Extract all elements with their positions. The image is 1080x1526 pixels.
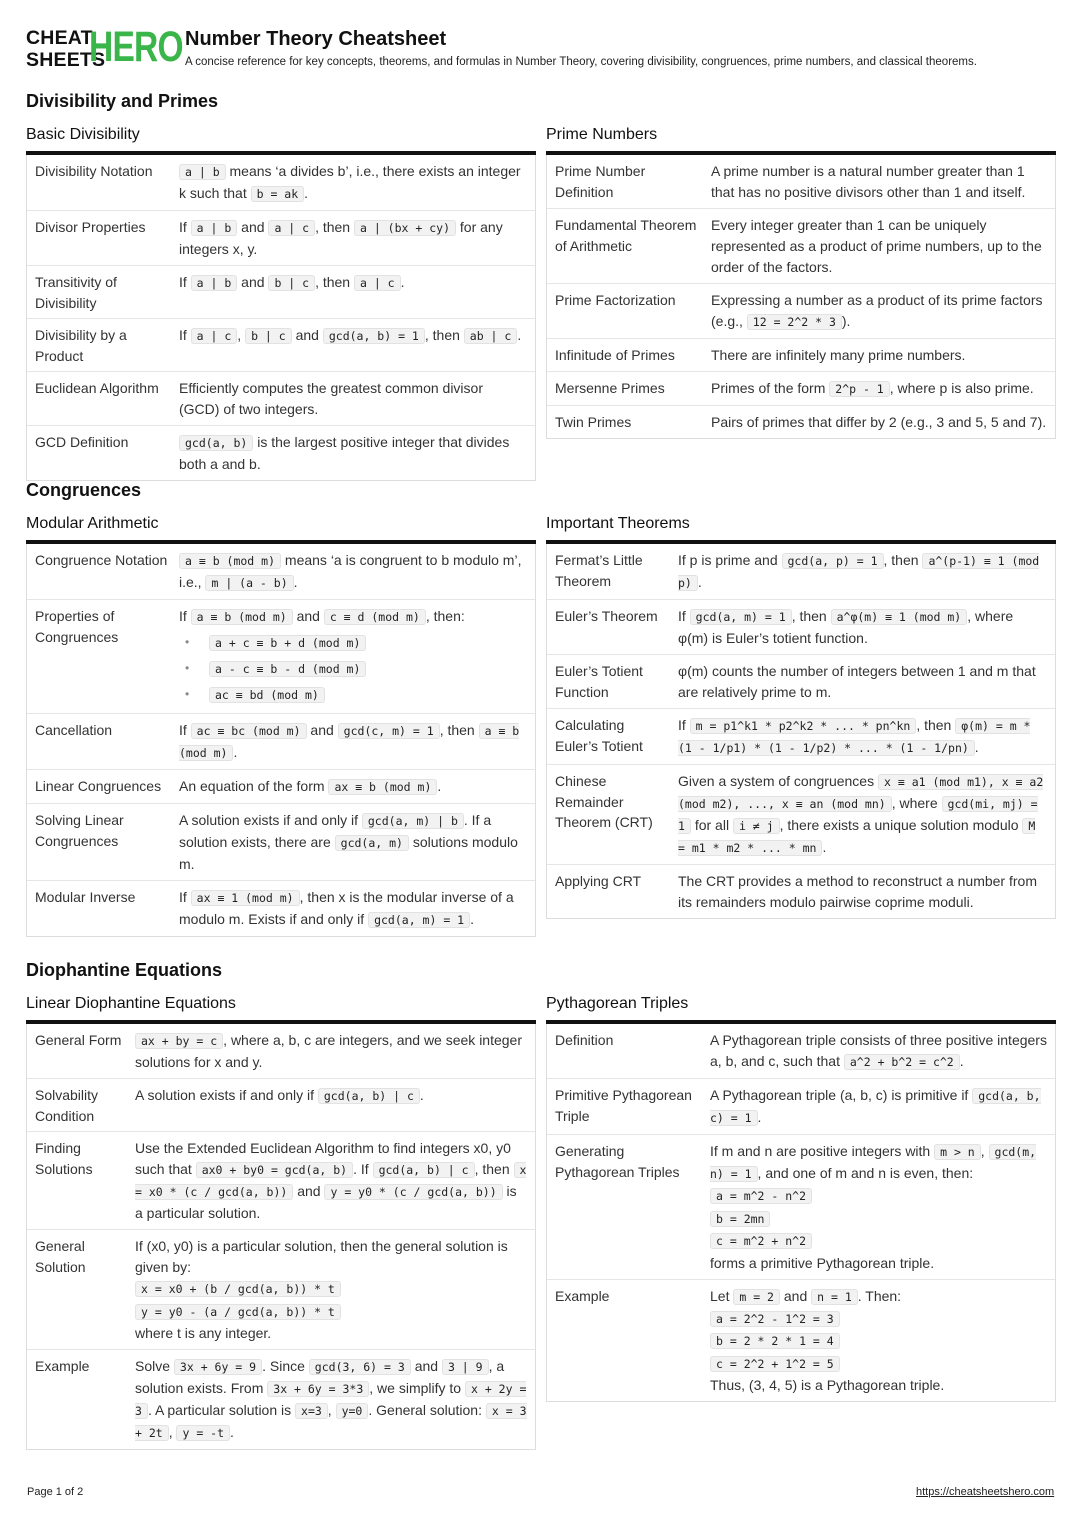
row-term: Chinese Remainder Theorem (CRT) (555, 773, 653, 830)
table-row (547, 600, 1055, 655)
table-row (547, 709, 1055, 765)
table-row (27, 544, 535, 600)
table-row (547, 372, 1055, 406)
row-desc: An equation of the form ax ≡ b (mod m) . (179, 778, 442, 794)
table-row (547, 155, 1055, 209)
row-term: Congruence Notation (35, 552, 168, 568)
row-desc: If ax ≡ 1 (mod m) , then x is the modular inverse of a modulo m. Exists if and only if gcd(a, m) = 1 . (179, 889, 514, 927)
table-row (27, 319, 535, 372)
row-desc: A solution exists if and only if gcd(a, b) | c . (135, 1087, 424, 1103)
row-desc: There are infinitely many prime numbers. (711, 347, 966, 363)
row-term: Solvability Condition (35, 1087, 99, 1124)
row-term: Linear Congruences (35, 778, 162, 794)
row-term: Properties of Congruences (35, 608, 119, 645)
row-desc: If m and n are positive integers with m > n , gcd(m, n) = 1 , and one of m and n is even, then: a = m^2 - n^2 b = 2mn c = m^2 + n^2 forms a primitive Pythagorean triple. (710, 1143, 1037, 1271)
row-term: GCD Definition (35, 434, 129, 450)
card-title: Prime Numbers (546, 126, 658, 143)
card-table (546, 155, 1056, 439)
row-term: Fermat’s Little Theorem (555, 552, 643, 589)
table-row (27, 266, 535, 319)
card-title: Linear Diophantine Equations (26, 995, 236, 1012)
page-header (26, 23, 1056, 72)
row-term: Euler’s Totient Function (555, 663, 643, 700)
row-desc: a | b means ‘a divides b’, i.e., there exists an integer k such that b = ak . (179, 163, 521, 201)
section-title-divisibility: Divisibility and Primes (26, 91, 219, 111)
row-term: Cancellation (35, 722, 113, 738)
row-desc: Efficiently computes the greatest common divisor (GCD) of two integers. (179, 380, 483, 417)
list-item: • ac ≡ bd (mod m) (179, 682, 527, 708)
row-term: Generating Pythagorean Triples (555, 1143, 680, 1180)
table-row (547, 209, 1055, 284)
card-basic-divisibility (26, 125, 536, 481)
row-term: Primitive Pythagorean Triple (555, 1087, 692, 1124)
table-row (547, 406, 1055, 438)
row-desc: gcd(a, b) is the largest positive integer that divides both a and b. (179, 434, 510, 472)
row-term: Euclidean Algorithm (35, 380, 159, 396)
row-desc: a ≡ b (mod m) means ‘a is congruent to b modulo m’, i.e., m | (a - b) . (179, 552, 522, 590)
card-table (26, 1024, 536, 1450)
card-title: Important Theorems (546, 515, 690, 532)
row-desc: If ac ≡ bc (mod m) and gcd(c, m) = 1 , then a ≡ b (mod m) . (179, 722, 520, 760)
card-title: Basic Divisibility (26, 126, 140, 143)
table-row (547, 339, 1055, 372)
row-desc: The CRT provides a method to reconstruct a number from its remainders modulo pairwise coprime moduli. (678, 873, 1037, 910)
site-link[interactable]: https://cheatsheetshero.com (916, 1486, 1055, 1498)
table-row (27, 1350, 535, 1449)
table-row (27, 1132, 535, 1230)
table-row (27, 881, 535, 936)
row-desc: ax + by = c , where a, b, c are integers, and we seek integer solutions for x and y. (135, 1032, 523, 1070)
card-title: Modular Arithmetic (26, 515, 159, 532)
table-row (547, 655, 1055, 709)
row-desc: A solution exists if and only if gcd(a, m) | b . If a solution exists, there are gcd(a, m) solutions modulo m. (179, 812, 518, 872)
card-linear-diophantine (26, 994, 536, 1450)
row-term: Definition (555, 1032, 614, 1048)
row-desc: Every integer greater than 1 can be uniquely represented as a product of prime numbers, up to the order of the factors. (711, 217, 1042, 275)
row-term: General Solution (35, 1238, 86, 1275)
row-term: Modular Inverse (35, 889, 136, 905)
table-row (547, 765, 1055, 865)
logo-text: CHEAT SHEETS (26, 27, 106, 71)
row-desc: Pairs of primes that differ by 2 (e.g., 3 and 5, 5 and 7). (711, 414, 1047, 430)
card-table (26, 155, 536, 481)
row-term: Euler’s Theorem (555, 608, 658, 624)
page-title: Number Theory Cheatsheet (185, 28, 447, 50)
row-desc: If p is prime and gcd(a, p) = 1 , then a^(p-1) ≡ 1 (mod p) . (678, 552, 1040, 590)
list-item: • a + c ≡ b + d (mod m) (179, 630, 527, 656)
row-term: Solving Linear Congruences (35, 812, 124, 849)
table-row (547, 1280, 1055, 1402)
card-table (546, 1024, 1056, 1402)
table-row (27, 714, 535, 770)
logo-hero: HERO (89, 23, 183, 71)
row-term: Applying CRT (555, 873, 642, 889)
card-title: Pythagorean Triples (546, 995, 689, 1012)
row-term: Twin Primes (555, 414, 632, 430)
page-number: Page 1 of 2 (27, 1486, 84, 1498)
row-desc: Expressing a number as a product of its prime factors (e.g., 12 = 2^2 * 3 ). (711, 292, 1043, 329)
row-term: Divisibility Notation (35, 163, 153, 179)
row-term: Prime Factorization (555, 292, 676, 308)
row-desc: Primes of the form 2^p - 1 , where p is also prime. (711, 380, 1034, 396)
row-desc: A Pythagorean triple (a, b, c) is primitive if gcd(a, b, c) = 1 . (710, 1087, 1041, 1125)
row-term: Mersenne Primes (555, 380, 665, 396)
table-row (547, 1024, 1055, 1079)
table-row (27, 804, 535, 881)
row-desc: Solve 3x + 6y = 9 . Since gcd(3, 6) = 3 and 3 | 9 , a solution exists. From 3x + 6y = 3*3 , we simplify to x + 2y = 3 . A particular solution is x=3 , y=0 . General solution: x = 3 + 2t , y = -t . (135, 1358, 527, 1440)
row-desc: A prime number is a natural number greater than 1 that has no positive divisors other than 1 and itself. (711, 163, 1026, 200)
table-row (547, 1135, 1055, 1280)
table-row (27, 1024, 535, 1079)
card-pythagorean-triples (546, 994, 1056, 1402)
table-row (547, 1079, 1055, 1135)
card-table (546, 544, 1056, 919)
row-desc: Let m = 2 and n = 1 . Then: a = 2^2 - 1^2 = 3 b = 2 * 2 * 1 = 4 c = 2^2 + 1^2 = 5 Thus, (3, 4, 5) is a Pythagorean triple. (710, 1287, 945, 1393)
row-desc: If gcd(a, m) = 1 , then a^φ(m) ≡ 1 (mod m) , where φ(m) is Euler’s totient function. (678, 608, 1014, 646)
section-title-diophantine: Diophantine Equations (26, 960, 222, 980)
table-row (547, 284, 1055, 339)
table-row (27, 600, 535, 714)
row-term: Divisor Properties (35, 219, 146, 235)
card-prime-numbers (546, 125, 1056, 439)
section-title-congruences: Congruences (26, 480, 142, 500)
table-row (27, 155, 535, 211)
table-row (27, 1079, 535, 1132)
card-table (26, 544, 536, 937)
row-desc: If a ≡ b (mod m) and c ≡ d (mod m) , then: • a + c ≡ b + d (mod m) • a - c ≡ b - d (mod m) • ac ≡ bd (mod m) (179, 606, 527, 708)
row-desc: A Pythagorean triple consists of three positive integers a, b, and c, such that a^2 + b^2 = c^2 . (710, 1032, 1047, 1069)
row-term: Divisibility by a Product (35, 327, 127, 364)
row-desc: Use the Extended Euclidean Algorithm to find integers x0, y0 such that ax0 + by0 = gcd(a, b) . If gcd(a, b) | c , then x = x0 * (c / gcd(a, b)) and y = y0 * (c / gcd(a, b)) is a particular solution. (135, 1140, 527, 1221)
table-row (27, 770, 535, 804)
row-term: Transitivity of Divisibility (35, 274, 117, 311)
row-term: Fundamental Theorem of Arithmetic (555, 217, 697, 254)
row-term: Prime Number Definition (555, 163, 646, 200)
row-desc: If (x0, y0) is a particular solution, then the general solution is given by: x = x0 + (b / gcd(a, b)) * t y = y0 - (a / gcd(a, b)) * t where t is any integer. (135, 1238, 508, 1341)
row-desc: φ(m) counts the number of integers between 1 and m that are relatively prime to m. (678, 663, 1036, 700)
table-row (27, 1230, 535, 1350)
table-row (27, 372, 535, 426)
row-term: Finding Solutions (35, 1140, 93, 1177)
row-term: Infinitude of Primes (555, 347, 675, 363)
row-desc: If a | b and b | c , then a | c . (179, 274, 405, 290)
row-term: Calculating Euler’s Totient (555, 717, 643, 754)
table-row (547, 865, 1055, 918)
list-item: • a - c ≡ b - d (mod m) (179, 656, 527, 682)
page-subtitle: A concise reference for key concepts, theorems, and formulas in Number Theory, covering divisibility, congruences, prime numbers, and classical theorems. (185, 56, 977, 68)
row-term: Example (35, 1358, 90, 1374)
table-row (547, 544, 1055, 600)
table-row (27, 426, 535, 480)
row-term: General Form (35, 1032, 122, 1048)
row-desc: If m = p1^k1 * p2^k2 * ... * pn^kn , then φ(m) = m * (1 - 1/p1) * (1 - 1/p2) * ... * (1 - 1/pn) . (678, 717, 1031, 755)
table-row (27, 211, 535, 266)
row-desc: If a | c , b | c and gcd(a, b) = 1 , then ab | c . (179, 327, 522, 343)
card-modular-arithmetic (26, 514, 536, 937)
row-term: Example (555, 1287, 610, 1304)
logo[interactable] (26, 23, 183, 72)
row-desc: Given a system of congruences x ≡ a1 (mod m1), x ≡ a2 (mod m2), ..., x ≡ an (mod mn) , where gcd(mi, mj) = 1 for all i ≠ j , there exists a unique solution modulo M = m1 * m2 * ... * mn . (678, 773, 1044, 855)
card-important-theorems (546, 514, 1056, 919)
row-desc: If a | b and a | c , then a | (bx + cy) for any integers x, y. (179, 219, 503, 257)
bullet-list (179, 630, 527, 708)
